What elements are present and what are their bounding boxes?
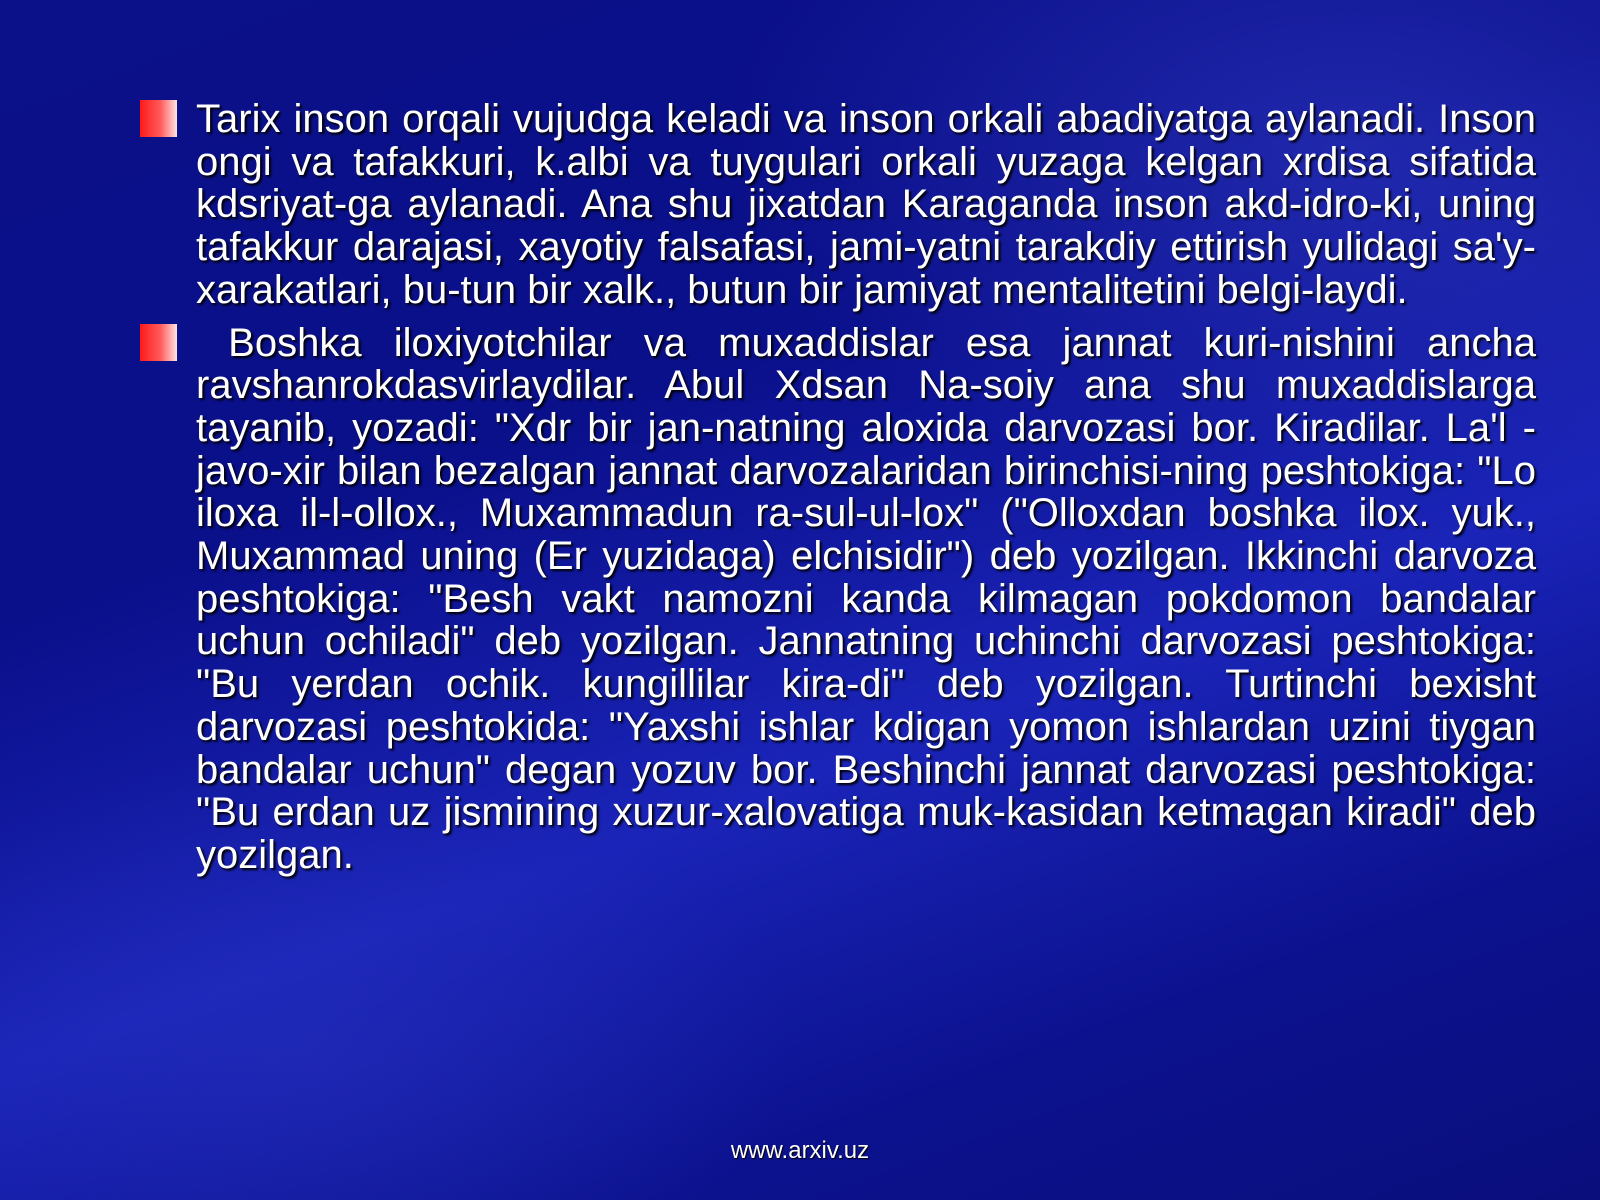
red-square-bullet-icon [140,324,177,361]
slide-content [140,97,1548,887]
bullet-text: Boshka iloxiyotchilar va muxaddislar esa jannat kuri-nishini ancha ravshanrokdasvirlaydilar. Abul Xdsan Na-soiy ana shu muxaddislarga tayanib, yozadi: "Xdr bir jan-natning aloxida darvozasi bor. Kiradilar. La'l - javo-xir bilan bezalgan jannat darvozalaridan birinchisi-ning peshtokiga: "Lo iloxa il-l-ollox., Muxammadun ra-sul-ul-lox" ("Olloxdan boshka ilox. yuk., Muxammad uning (Er yuzidaga) elchisidir") deb yozilgan. Ikkinchi darvoza peshtokiga: "Besh vakt namozni kanda kilmagan pokdomon bandalar uchun ochiladi" deb yozilgan. Jannatning uchinchi darvozasi peshtokiga: "Bu yerdan ochik. kungillilar kira-di" deb yozilgan. Turtinchi bexisht darvozasi peshtokida: "Yaxshi ishlar kdigan yomon ishlardan uzini tiygan bandalar uchun" degan yozuv bor. Beshinchi jannat darvozasi peshtokiga: "Bu erdan uz jismining xuzur-xalovatiga muk-kasidan ketmagan kiradi" deb yozilgan. [196,320,1548,877]
bullet-item [140,320,1548,877]
red-square-bullet-icon [140,100,177,137]
bullet-item [140,98,1536,312]
footer-url: www.arxiv.uz [730,1137,870,1164]
bullet-text: Tarix inson orqali vujudga keladi va inson orkali abadiyatga aylanadi. Inson ongi va tafakkuri, k.albi va tuygulari orkali yuzaga kelgan xrdisa sifatida kdsriyat-ga aylanadi. Ana shu jixatdan Karaganda inson akd-idro-ki, uning tafakkur darajasi, xayotiy falsafasi, jami-yatni tarakdiy ettirish yulidagi sa'y-xarakatlari, bu-tun bir xalk., butun bir jamiyat mentalitetini belgi-laydi. [196,97,1536,312]
